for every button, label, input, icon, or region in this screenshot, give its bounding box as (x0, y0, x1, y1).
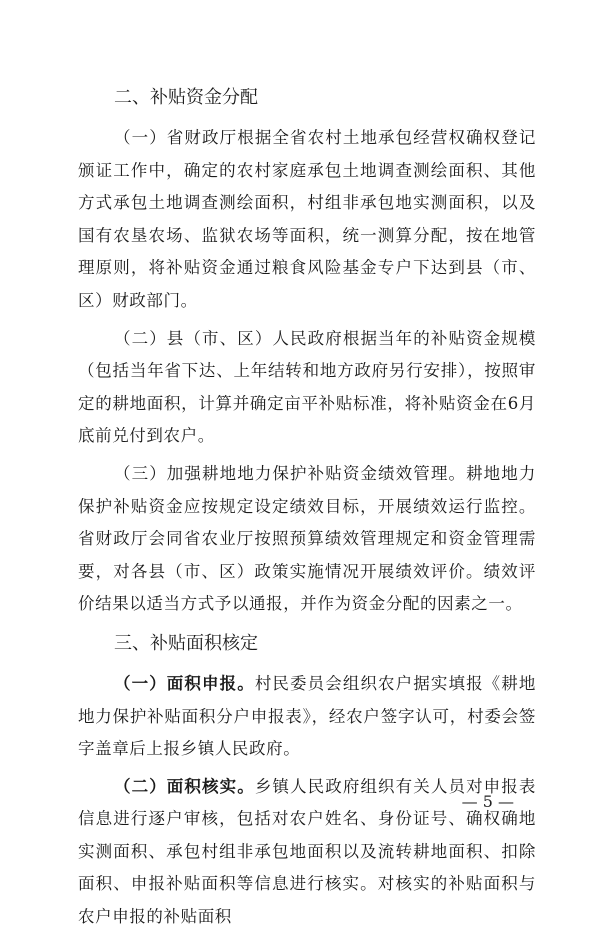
paragraph-2-1: （一）省财政厅根据全省农村土地承包经营权确权登记颁证工作中，确定的农村家庭承包土地调查测绘面积、其他方式承包土地调查测绘面积，村组非承包地实测面积，以及国有农垦农场、监狱农场等面积，统一测算分配，按在地管理原则，将补贴资金通过粮食风险基金专户下达到县（市、区）财政部门。 (78, 128, 536, 310)
paragraph-3-2-text: 乡镇人民政府组织有关人员对申报表信息进行逐户审核，包括对农户姓名、身份证号、确权确地实测面积、承包村组非承包地面积以及流转耕地面积、扣除面积、申报补贴面积等信息进行核实。对核实的补贴面积与农户申报的补贴面积 (78, 776, 536, 927)
paragraph-3-1-lead: （一）面积申报。 (114, 673, 255, 693)
paragraph-3-1-text: 村民委员会组织农户据实填报《耕地地力保护补贴面积分户申报表》，经农户签字认可，村委会签字盖章后上报乡镇人民政府。 (78, 673, 536, 759)
paragraph-2-2: （二）县（市、区）人民政府根据当年的补贴资金规模（包括当年省下达、上年结转和地方政府另行安排），按照审定的耕地面积，计算并确定亩平补贴标准，将补贴资金在6月底前兑付到农户。 (78, 328, 536, 446)
section-heading-2: 二、补贴资金分配 (114, 87, 258, 108)
section-heading-3: 三、补贴面积核定 (114, 632, 258, 654)
paragraph-2-3: （三）加强耕地地力保护补贴资金绩效管理。耕地地力保护补贴资金应按规定设定绩效目标，开展绩效运行监控。省财政厅会同省农业厅按照预算绩效管理规定和资金管理需要，对各县（市、区）政策实施情况开展绩效评价。绩效评价结果以适当方式予以通报，并作为资金分配的因素之一。 (78, 463, 536, 614)
paragraph-3-1 (78, 668, 536, 766)
paragraph-3-2-lead: （二）面积核实。 (114, 776, 255, 796)
page-number: — 5 — (461, 792, 514, 811)
